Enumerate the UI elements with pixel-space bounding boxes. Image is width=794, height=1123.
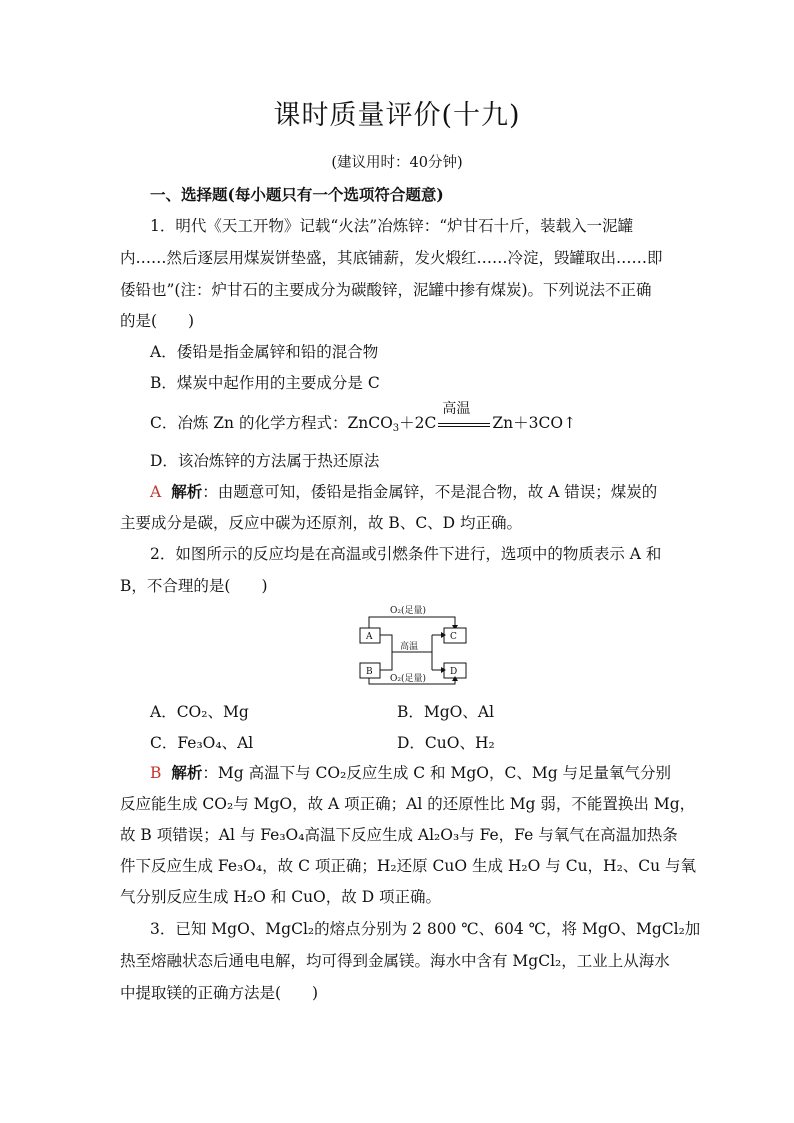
q2-explanation-line5: 气分别反应生成 H₂O 和 CuO，故 D 项正确。 — [120, 888, 442, 906]
q1-option-b: B．煤炭中起作用的主要成分是 C — [150, 374, 380, 392]
q2-option-b: B．MgO、Al — [397, 703, 495, 721]
diagram-left-bracket — [380, 635, 392, 670]
q1-option-c — [150, 401, 577, 434]
diagram-top-label: O₂(足量) — [390, 606, 427, 616]
q2-explanation-line4: 件下反应生成 Fe₃O₄，故 C 项正确；H₂还原 CuO 生成 H₂O 与 Cu，H₂、Cu 与氧 — [120, 857, 697, 875]
q2-explanation-line2: 反应能生成 CO₂与 MgO，故 A 项正确；Al 的还原性比 Mg 弱，不能置换出 Mg， — [120, 795, 696, 813]
page-title: 课时质量评价(十九) — [273, 100, 521, 131]
reaction-condition-label: 高温 — [442, 401, 471, 417]
q1-stem-line2: 内……然后逐层用煤炭饼垫盛，其底铺薪，发火煅红……冷淀，毁罐取出……即 — [120, 249, 663, 267]
q1-explanation-line1 — [150, 481, 657, 503]
q1-option-c-subscript: 3 — [392, 423, 400, 434]
q1-option-a: A．倭铅是指金属锌和铅的混合物 — [150, 343, 379, 361]
diagram-center-label: 高温 — [400, 642, 419, 652]
q2-stem-line2: B，不合理的是( ) — [120, 577, 268, 595]
reaction-condition-equals — [436, 401, 492, 434]
q2-option-d: D．CuO、H₂ — [397, 734, 495, 752]
q1-stem-line4: 的是( ) — [120, 312, 195, 330]
diagram-label-a: A — [366, 632, 373, 642]
reaction-diagram — [352, 601, 472, 691]
q2-explanation-text: ：Mg 高温下与 CO₂反应生成 C 和 MgO，C、Mg 与足量氧气分别 — [202, 764, 672, 782]
time-suggestion: (建议用时：40分钟) — [331, 155, 463, 171]
q2-answer: B — [150, 764, 162, 782]
diagram-label-b: B — [366, 667, 373, 677]
diagram-bottom-label: O₂(足量) — [390, 674, 427, 684]
q1-option-c-suffix: Zn＋3CO↑ — [492, 414, 577, 432]
q1-stem-line3: 倭铅也”(注：炉甘石的主要成分为碳酸锌，泥罐中掺有煤炭)。下列说法不正确 — [120, 281, 652, 299]
q2-jiexi-label: 解析 — [171, 763, 203, 782]
q1-option-d: D．该冶炼锌的方法属于热还原法 — [150, 452, 380, 470]
section-heading: 一、选择题(每小题只有一个选项符合题意) — [150, 185, 444, 204]
q2-option-c: C．Fe₃O₄、Al — [150, 734, 254, 752]
q1-explanation-line2: 主要成分是碳，反应中碳为还原剂，故 B、C、D 均正确。 — [120, 514, 523, 532]
q1-option-c-prefix: C．冶炼 Zn 的化学方程式：ZnCO — [150, 414, 393, 432]
q3-stem-line1: 3．已知 MgO、MgCl₂的熔点分别为 2 800 ℃、604 ℃，将 MgO、MgCl₂加 — [150, 920, 701, 938]
q1-answer: A — [150, 483, 162, 501]
q2-explanation-line1 — [150, 762, 671, 784]
q1-stem-line1: 1．明代《天工开物》记载“火法”冶炼锌：“炉甘石十斤，装载入一泥罐 — [150, 217, 634, 235]
q1-jiexi-label: 解析 — [171, 482, 203, 501]
q3-stem-line2: 热至熔融状态后通电电解，均可得到金属镁。海水中含有 MgCl₂，工业上从海水 — [120, 952, 670, 970]
q2-option-a: A．CO₂、Mg — [150, 703, 249, 721]
q3-stem-line3: 中提取镁的正确方法是( ) — [120, 984, 319, 1002]
q1-option-c-mid: ＋2C — [399, 414, 437, 432]
q1-explanation-text: ：由题意可知，倭铅是指金属锌，不是混合物，故 A 错误；煤炭的 — [202, 483, 658, 501]
q2-explanation-line3: 故 B 项错误；Al 与 Fe₃O₄高温下反应生成 Al₂O₃与 Fe，Fe 与氧气在高温加热条 — [120, 826, 678, 844]
q2-stem-line1: 2．如图所示的反应均是在高温或引燃条件下进行，选项中的物质表示 A 和 — [150, 545, 662, 563]
diagram-top-path — [369, 617, 455, 628]
diagram-label-c: C — [450, 632, 457, 642]
diagram-label-d: D — [450, 667, 458, 677]
